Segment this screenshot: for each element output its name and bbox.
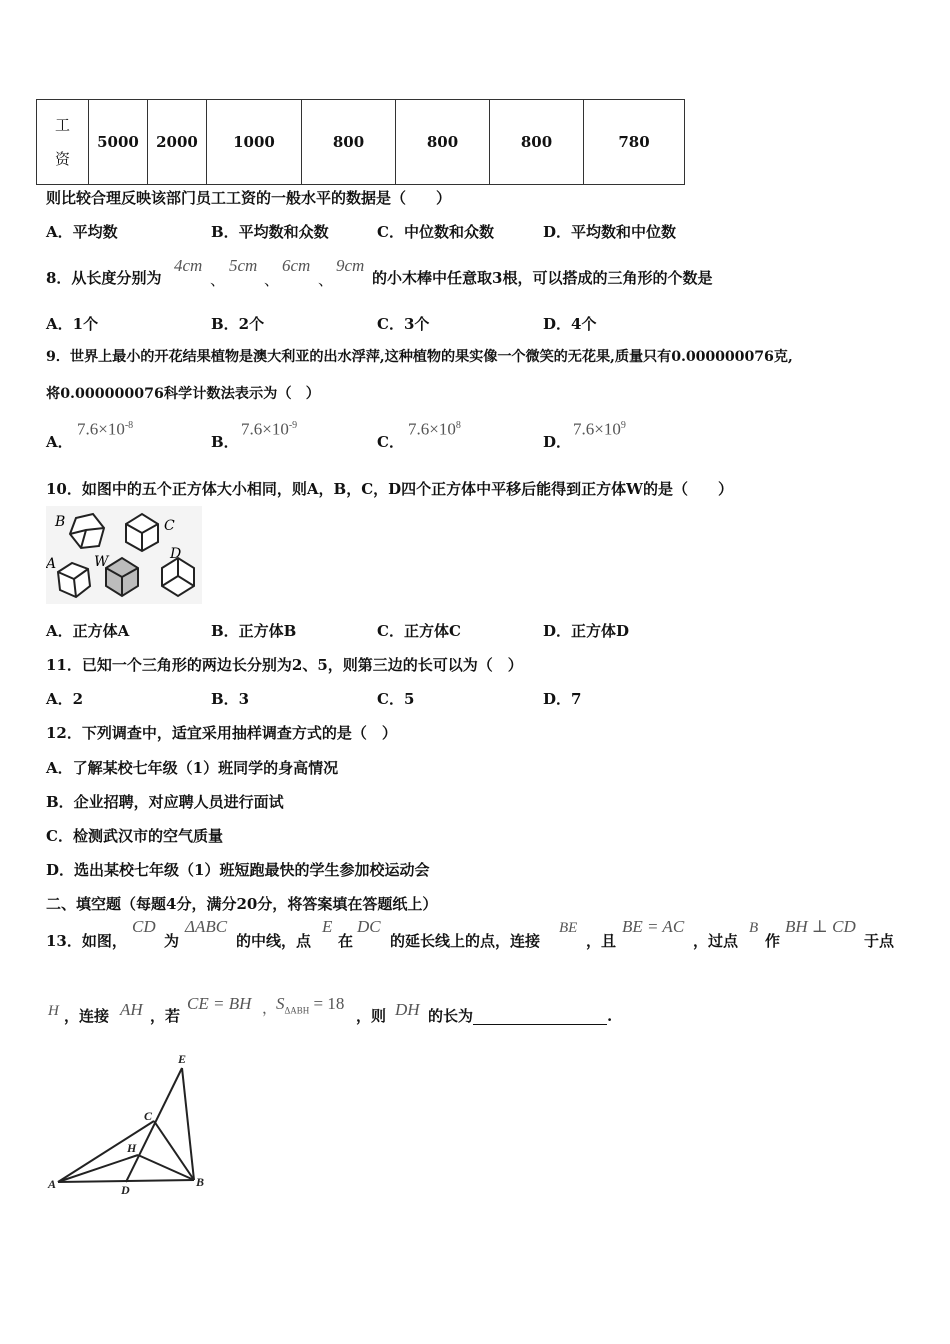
q13-math: DH <box>395 1000 420 1019</box>
cube-label-c: C <box>164 518 175 534</box>
q13-area-symbol: $S_{\Delta ABH} = 18$ <box>276 994 345 1016</box>
q13-text: 13．如图， <box>46 932 127 950</box>
q9-option-c-letter: C． <box>377 433 404 451</box>
wage-cell: 800 <box>490 100 584 185</box>
q12-option-b: B．企业招聘，对应聘人员进行面试 <box>46 793 284 811</box>
q13-text: 为 <box>164 932 180 950</box>
q13-math: BE = AC <box>622 917 685 936</box>
q7-option-d: D．平均数和中位数 <box>543 223 677 241</box>
q9-option-c-value: $7.6\times 10^8$ <box>408 419 461 439</box>
q8-option-d: D．4个 <box>543 315 597 333</box>
wage-cell: 780 <box>584 100 685 185</box>
q7-option-b: B．平均数和众数 <box>211 223 329 241</box>
point-label-b: B <box>196 1175 205 1189</box>
q13-text: ，且 <box>586 932 617 950</box>
q10-option-d: D．正方体D <box>543 622 630 640</box>
q8-option-b: B．2个 <box>211 315 265 333</box>
q10-stem: 10．如图中的五个正方体大小相同，则A，B，C，D四个正方体中平移后能得到正方体W的是（ ） <box>46 480 733 498</box>
q8-length-1: 4cm <box>174 256 203 275</box>
q13-tail: 的长为 . <box>428 1007 613 1025</box>
point-label-d: D <box>121 1183 130 1196</box>
q8-sep: 、 <box>210 271 226 289</box>
q11-stem: 11．已知一个三角形的两边长分别为2、5，则第三边的长可以为（ ） <box>46 656 523 674</box>
cube-label-d: D <box>170 546 182 562</box>
q9-line-2: 将0.000000076科学计数法表示为（ ） <box>46 386 320 402</box>
q13-math: DC <box>357 917 381 936</box>
segment-ac <box>58 1121 154 1182</box>
q8-length-4: 9cm <box>336 256 365 275</box>
answer-blank[interactable] <box>473 1010 607 1025</box>
q11-option-a: A．2 <box>46 690 84 708</box>
q9-line-1: 9．世界上最小的开花结果植物是澳大利亚的出水浮萍,这种植物的果实像一个微笑的无花果,质量只有0.000000076克, <box>46 349 793 365</box>
point-label-h: H <box>127 1141 137 1155</box>
q13-math: BH ⊥ CD <box>785 917 856 936</box>
q8-length-2: 5cm <box>229 256 258 275</box>
q9-option-a-letter: A． <box>46 433 73 451</box>
q13-math: AH <box>120 1000 143 1019</box>
q13-text: 于点 <box>864 932 895 950</box>
q12-option-c: C．检测武汉市的空气质量 <box>46 827 223 845</box>
q13-text: ，连接 <box>64 1007 110 1025</box>
q8-prefix: 8．从长度分别为 <box>46 269 162 287</box>
q13-math: E <box>322 917 333 936</box>
q9-option-d-value: $7.6\times 10^9$ <box>573 419 626 439</box>
cube-label-a: A <box>46 556 57 572</box>
q13-text: 在 <box>338 932 354 950</box>
q13-math: H <box>48 1003 59 1019</box>
segment-ah <box>58 1155 138 1182</box>
q10-option-a: A．正方体A <box>46 622 130 640</box>
q13-math: ΔABC <box>185 917 228 936</box>
q13-text: ，过点 <box>693 932 739 950</box>
wage-header-cell <box>37 100 89 185</box>
cubes-figure <box>46 506 202 604</box>
triangle-figure <box>44 1048 220 1196</box>
wage-cell: 800 <box>396 100 490 185</box>
wage-header-char-1: 工 <box>54 116 70 134</box>
q8-sep: 、 <box>264 271 280 289</box>
cube-label-w: W <box>94 554 109 570</box>
point-label-a: A <box>48 1177 57 1191</box>
q8-suffix: 的小木棒中任意取3根，可以搭成的三角形的个数是 <box>372 269 713 287</box>
q13-text: 作 <box>765 932 781 950</box>
q13-text: 的延长线上的点，连接 <box>390 932 541 950</box>
section-2-title: 二、填空题（每题4分，满分20分，将答案填在答题纸上） <box>46 895 438 913</box>
cube-label-b: B <box>55 514 66 530</box>
q9-option-b-letter: B． <box>211 433 239 451</box>
point-label-c: C <box>144 1109 153 1123</box>
wage-cell: 5000 <box>89 100 148 185</box>
wage-cell: 2000 <box>148 100 207 185</box>
q11-option-b: B．3 <box>211 690 250 708</box>
q9-option-b-value: $7.6\times 10^{-9}$ <box>241 419 298 439</box>
q10-option-b: B．正方体B <box>211 622 297 640</box>
q7-option-c: C．中位数和众数 <box>377 223 494 241</box>
q11-option-d: D．7 <box>543 690 582 708</box>
wage-header-char-2: 资 <box>54 150 70 168</box>
q8-sep: 、 <box>318 271 334 289</box>
q13-math: CD <box>132 917 156 936</box>
q12-option-d: D．选出某校七年级（1）班短跑最快的学生参加校运动会 <box>46 861 430 879</box>
q13-math: B <box>749 920 759 936</box>
q7-stem: 则比较合理反映该部门员工工资的一般水平的数据是（ ） <box>46 189 452 207</box>
q10-option-c: C．正方体C <box>377 622 461 640</box>
q13-math: ， <box>262 999 278 1017</box>
point-label-e: E <box>178 1052 187 1066</box>
q9-option-d-letter: D． <box>543 433 572 451</box>
q13-math: BE <box>559 920 578 936</box>
q9-option-a-value: $7.6\times 10^{-8}$ <box>77 419 134 439</box>
q13-math: CE = BH <box>187 994 252 1013</box>
table-row <box>37 100 685 185</box>
wage-cell: 1000 <box>207 100 302 185</box>
segment-de <box>126 1068 182 1182</box>
wage-table <box>36 99 685 185</box>
q7-option-a: A．平均数 <box>46 223 118 241</box>
wage-cell: 800 <box>302 100 396 185</box>
q8-option-c: C．3个 <box>377 315 430 333</box>
q11-option-c: C．5 <box>377 690 415 708</box>
q13-text: ，则 <box>356 1007 387 1025</box>
q8-option-a: A．1个 <box>46 315 99 333</box>
q12-option-a: A．了解某校七年级（1）班同学的身高情况 <box>46 759 339 777</box>
q12-stem: 12．下列调查中，适宜采用抽样调查方式的是（ ） <box>46 724 397 742</box>
q8-length-3: 6cm <box>282 256 311 275</box>
q13-text: ，若 <box>150 1007 181 1025</box>
q13-text: 的中线，点 <box>236 932 312 950</box>
